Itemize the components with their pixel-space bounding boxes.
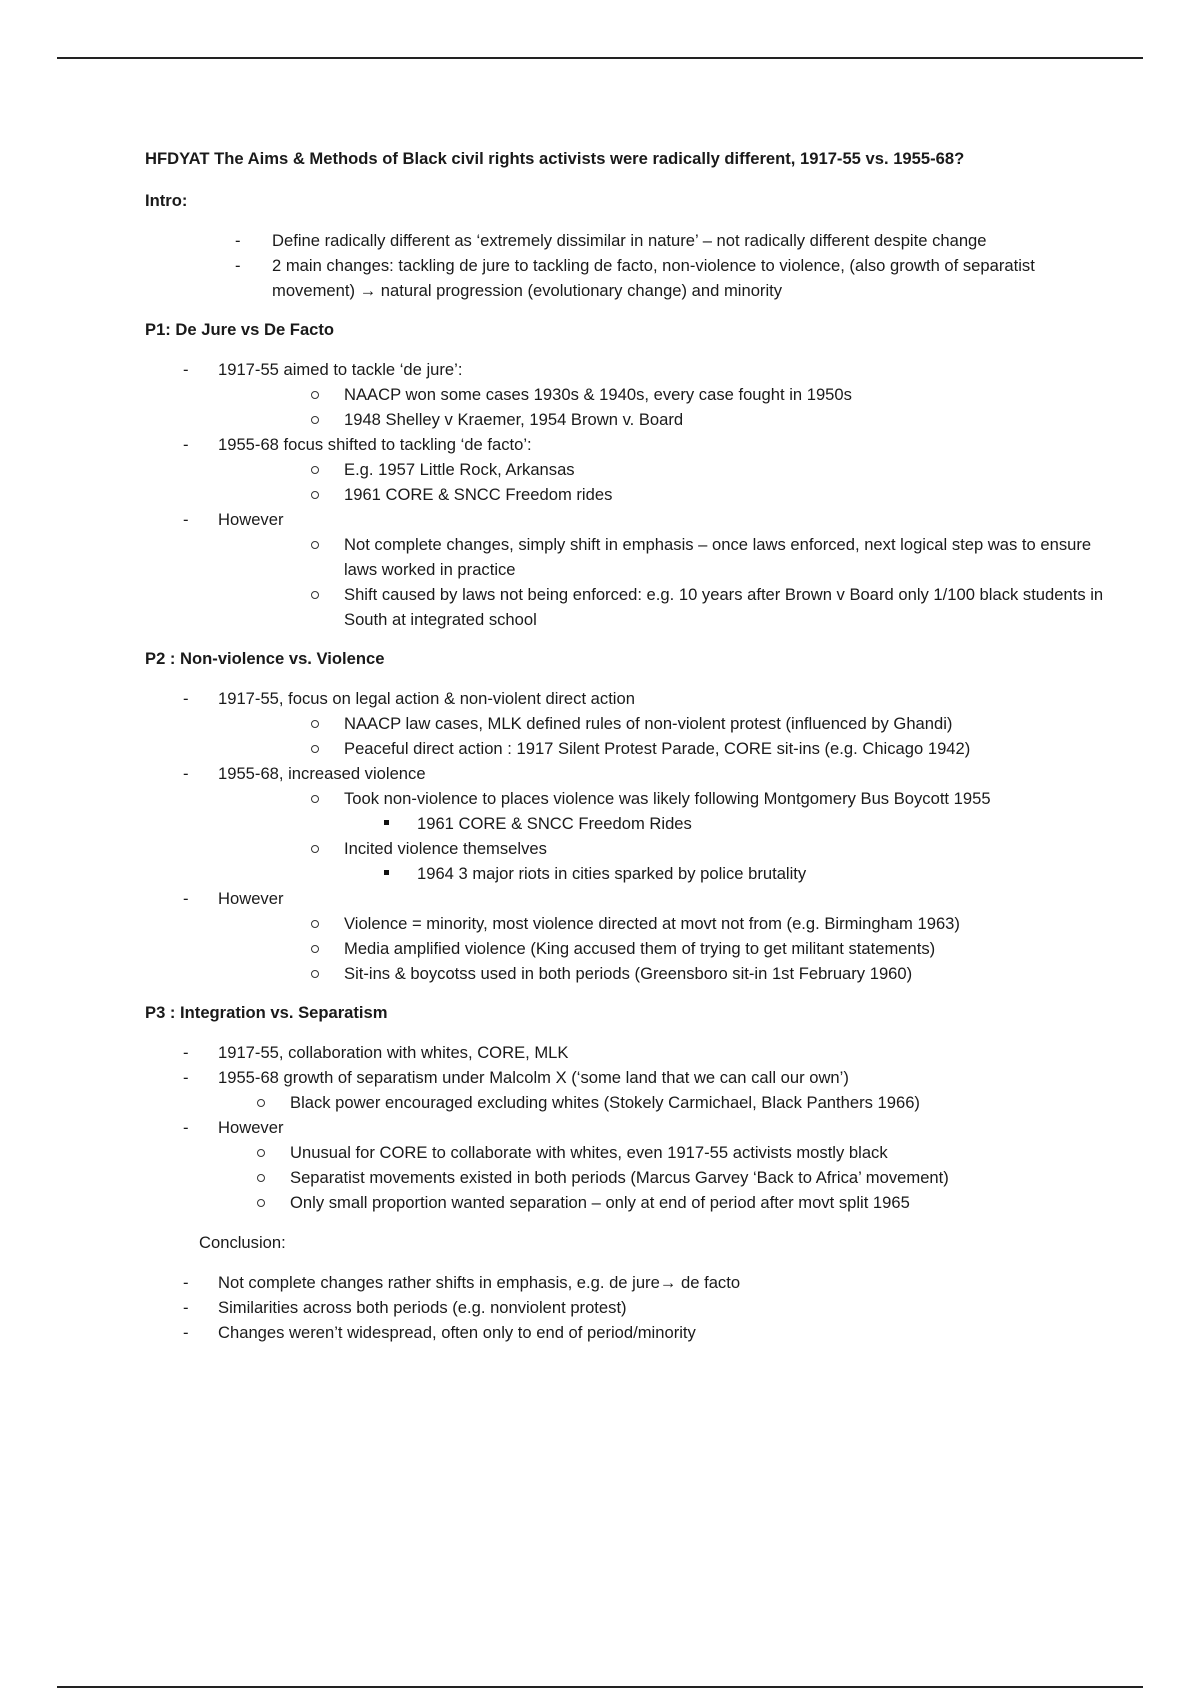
sub-list bbox=[218, 1140, 1105, 1215]
list-item: - Changes weren’t widespread, often only to end of period/minority bbox=[145, 1320, 1105, 1345]
conclusion-section bbox=[145, 1230, 1105, 1345]
list-item bbox=[145, 357, 1105, 432]
sub-item: 1948 Shelley v Kraemer, 1954 Brown v. Board bbox=[145, 407, 1105, 432]
sub-item bbox=[145, 786, 1105, 836]
list-item bbox=[145, 886, 1105, 986]
sub-item: Shift caused by laws not being enforced: e.g. 10 years after Brown v Board only 1/100 black students in South at integrated school bbox=[145, 582, 1105, 632]
point-text: 1917-55 aimed to tackle ‘de jure’: bbox=[218, 360, 463, 379]
list-item bbox=[145, 1040, 1105, 1065]
sub-item-text: Took non-violence to places violence was likely following Montgomery Bus Boycott 1955 bbox=[344, 789, 991, 808]
intro-list bbox=[145, 228, 1105, 303]
list-item bbox=[145, 1115, 1105, 1215]
intro-section bbox=[145, 188, 1105, 303]
p2-heading: P2 : Non-violence vs. Violence bbox=[145, 649, 385, 668]
sub-list bbox=[218, 532, 1105, 632]
sub-item: Black power encouraged excluding whites (Stokely Carmichael, Black Panthers 1966) bbox=[145, 1090, 1105, 1115]
sub-item: Media amplified violence (King accused them of trying to get militant statements) bbox=[145, 936, 1105, 961]
sub-item: 1961 CORE & SNCC Freedom rides bbox=[145, 482, 1105, 507]
sub-list bbox=[218, 457, 1105, 507]
sub-sub-item: 1961 CORE & SNCC Freedom Rides bbox=[344, 811, 1105, 836]
sub-item: Only small proportion wanted separation – only at end of period after movt split 1965 bbox=[145, 1190, 1105, 1215]
document-body bbox=[145, 146, 1105, 1359]
sub-sub-item: 1964 3 major riots in cities sparked by police brutality bbox=[344, 861, 1105, 886]
p1-heading: P1: De Jure vs De Facto bbox=[145, 320, 335, 339]
list-item: - 2 main changes: tackling de jure to tackling de facto, non-violence to violence, (also growth of separatist movement) → natural progression (evolutionary change) and minority bbox=[145, 253, 1105, 303]
p3-list bbox=[145, 1040, 1105, 1215]
point-text: 1917-55, collaboration with whites, CORE, MLK bbox=[218, 1043, 569, 1062]
intro-heading: Intro: bbox=[145, 191, 188, 210]
list-item: - Not complete changes rather shifts in emphasis, e.g. de jure→ de facto bbox=[145, 1270, 1105, 1295]
point-text: 1955-68, increased violence bbox=[218, 764, 426, 783]
sub-item: Unusual for CORE to collaborate with whites, even 1917-55 activists mostly black bbox=[145, 1140, 1105, 1165]
p1-section bbox=[145, 317, 1105, 632]
header-rule bbox=[57, 57, 1143, 59]
sub-list bbox=[218, 711, 1105, 761]
point-text: 1955-68 growth of separatism under Malcolm X (‘some land that we can call our own’) bbox=[218, 1068, 849, 1087]
point-text: 1917-55, focus on legal action & non-violent direct action bbox=[218, 689, 635, 708]
sub-item: NAACP law cases, MLK defined rules of non-violent protest (influenced by Ghandi) bbox=[145, 711, 1105, 736]
p2-section bbox=[145, 646, 1105, 986]
sub-item: Not complete changes, simply shift in emphasis – once laws enforced, next logical step was to ensure laws worked in practice bbox=[145, 532, 1105, 582]
list-item bbox=[145, 1065, 1105, 1115]
sub-item-text: Incited violence themselves bbox=[344, 839, 547, 858]
sub-item: Sit-ins & boycotss used in both periods (Greensboro sit-in 1st February 1960) bbox=[145, 961, 1105, 986]
sub-sub-list bbox=[344, 861, 1105, 886]
sub-list bbox=[218, 786, 1105, 886]
point-text: However bbox=[218, 889, 284, 908]
list-item bbox=[145, 432, 1105, 507]
sub-item: Violence = minority, most violence directed at movt not from (e.g. Birmingham 1963) bbox=[145, 911, 1105, 936]
list-item: - Define radically different as ‘extremely dissimilar in nature’ – not radically different despite change bbox=[145, 228, 1105, 253]
sub-list bbox=[218, 382, 1105, 432]
sub-item: NAACP won some cases 1930s & 1940s, every case fought in 1950s bbox=[145, 382, 1105, 407]
sub-item: Peaceful direct action : 1917 Silent Protest Parade, CORE sit-ins (e.g. Chicago 1942) bbox=[145, 736, 1105, 761]
sub-item: E.g. 1957 Little Rock, Arkansas bbox=[145, 457, 1105, 482]
list-item bbox=[145, 761, 1105, 886]
point-text: However bbox=[218, 510, 284, 529]
p1-list bbox=[145, 357, 1105, 632]
conclusion-heading: Conclusion: bbox=[199, 1233, 286, 1252]
sub-list bbox=[218, 911, 1105, 986]
point-text: 1955-68 focus shifted to tackling ‘de facto’: bbox=[218, 435, 532, 454]
sub-sub-list bbox=[344, 811, 1105, 836]
list-item bbox=[145, 507, 1105, 632]
footer-rule bbox=[57, 1686, 1143, 1688]
sub-item bbox=[145, 836, 1105, 886]
p2-list bbox=[145, 686, 1105, 986]
conclusion-list bbox=[145, 1270, 1105, 1345]
p3-heading: P3 : Integration vs. Separatism bbox=[145, 1003, 388, 1022]
p3-section bbox=[145, 1000, 1105, 1215]
sub-item: Separatist movements existed in both periods (Marcus Garvey ‘Back to Africa’ movement) bbox=[145, 1165, 1105, 1190]
document-title: HFDYAT The Aims & Methods of Black civil rights activists were radically different, 1917-55 vs. 1955-68? bbox=[145, 149, 965, 168]
point-text: However bbox=[218, 1118, 284, 1137]
list-item bbox=[145, 686, 1105, 761]
sub-list bbox=[218, 1090, 1105, 1115]
list-item: - Similarities across both periods (e.g. nonviolent protest) bbox=[145, 1295, 1105, 1320]
